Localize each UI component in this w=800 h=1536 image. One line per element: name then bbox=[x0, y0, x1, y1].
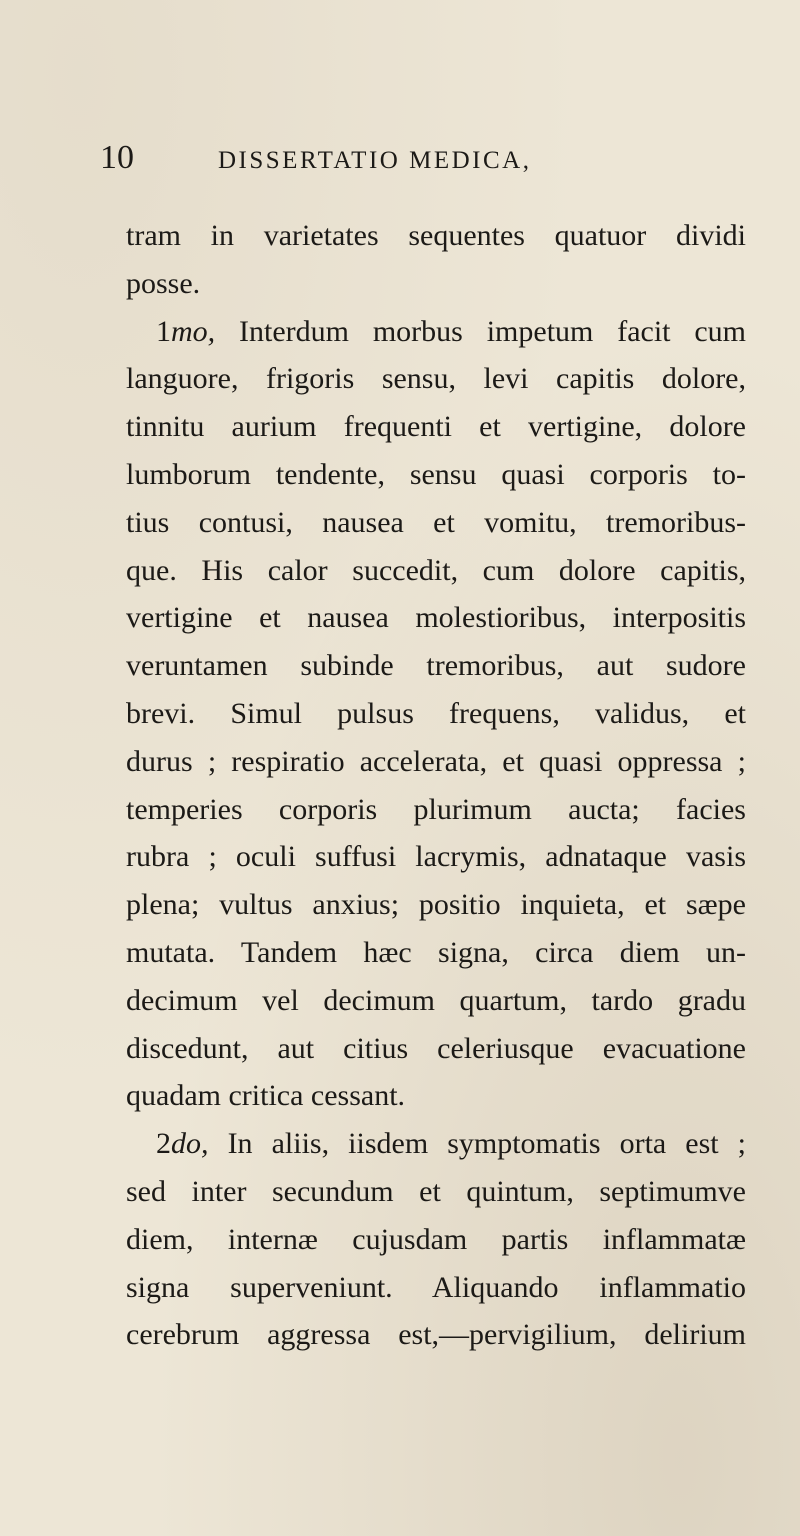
text-line: sed inter secundum et quintum, septimumve bbox=[126, 1174, 746, 1208]
text-line: tinnitu aurium frequenti et vertigine, dolore bbox=[126, 410, 746, 444]
text-line: posse. bbox=[126, 266, 201, 300]
text-line: temperies corporis plurimum aucta; facies bbox=[126, 792, 746, 826]
text-line bbox=[126, 308, 746, 356]
page-number: 10 bbox=[100, 139, 134, 176]
text-line: vertigine et nausea molestioribus, interpositis bbox=[126, 601, 746, 635]
text-line: brevi. Simul pulsus frequens, validus, et bbox=[126, 696, 746, 730]
text-line: diem, internæ cujusdam partis inflammatæ bbox=[126, 1222, 746, 1256]
text-line: discedunt, aut citius celeriusque evacuatione bbox=[126, 1031, 746, 1065]
text-line: quadam critica cessant. bbox=[126, 1079, 406, 1113]
line-text: Interdum morbus impetum facit cum bbox=[239, 314, 747, 348]
page-header bbox=[0, 138, 800, 178]
text-line: languore, frigoris sensu, levi capitis dolore, bbox=[126, 362, 746, 396]
text-line: que. His calor succedit, cum dolore capitis, bbox=[126, 553, 746, 587]
ordinal-suffix: mo, bbox=[171, 314, 216, 348]
text-line: lumborum tendente, sensu quasi corporis to- bbox=[126, 457, 746, 491]
ordinal-suffix: do, bbox=[171, 1127, 209, 1161]
text-line: cerebrum aggressa est,—pervigilium, delirium bbox=[126, 1318, 746, 1352]
text-line: durus ; respiratio accelerata, et quasi oppressa ; bbox=[126, 744, 746, 778]
text-line: tius contusi, nausea et vomitu, tremoribus- bbox=[126, 505, 746, 539]
body-text bbox=[126, 212, 746, 1359]
line-text: In aliis, iisdem symptomatis orta est ; bbox=[227, 1127, 747, 1161]
text-line: rubra ; oculi suffusi lacrymis, adnataque vasis bbox=[126, 840, 746, 874]
text-line: tram in varietates sequentes quatuor dividi bbox=[126, 219, 746, 252]
text-line: veruntamen subinde tremoribus, aut sudore bbox=[126, 649, 746, 683]
ordinal-number: 1 bbox=[156, 314, 171, 348]
text-line: decimum vel decimum quartum, tardo gradu bbox=[126, 983, 746, 1017]
ordinal-number: 2 bbox=[156, 1127, 171, 1161]
text-line bbox=[126, 1120, 746, 1168]
running-head: DISSERTATIO MEDICA, bbox=[218, 147, 532, 174]
text-line: plena; vultus anxius; positio inquieta, et sæpe bbox=[126, 888, 746, 922]
text-line: signa superveniunt. Aliquando inflammatio bbox=[126, 1270, 746, 1304]
text-line: mutata. Tandem hæc signa, circa diem un- bbox=[126, 935, 746, 969]
